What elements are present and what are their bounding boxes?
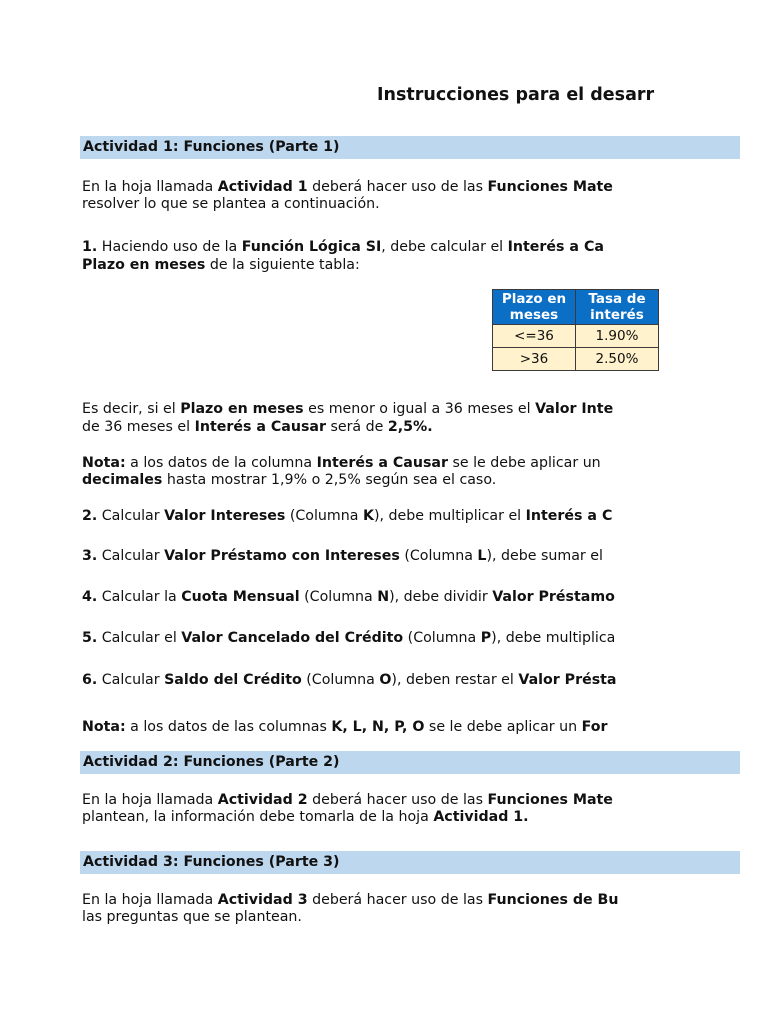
section-header-label: Actividad 2: Funciones (Parte 2) [83, 754, 340, 770]
table-row [493, 348, 659, 371]
item-1-line2: Plazo en meses de la siguiente tabla: [82, 257, 360, 273]
table-cell: <=36 [493, 325, 576, 348]
table-header-rate: Tasa de interés [576, 290, 659, 325]
table-header-term: Plazo en meses [493, 290, 576, 325]
explain-line1: Es decir, si el Plazo en meses es menor o igual a 36 meses el Valor Inte [82, 401, 614, 417]
page-title: Instrucciones para el desarr [377, 85, 655, 105]
item-5: 5. Calcular el Valor Cancelado del Crédito (Columna P), debe multiplica [82, 630, 616, 646]
section-header-activity-2 [80, 751, 740, 774]
note-2: Nota: a los datos de las columnas K, L, N, P, O se le debe aplicar un For [82, 719, 608, 735]
activity1-intro-line1: En la hoja llamada Actividad 1 deberá hacer uso de las Funciones Mate [82, 179, 613, 195]
interest-rate-table [492, 289, 659, 371]
note-1-line2: decimales hasta mostrar 1,9% o 2,5% según sea el caso. [82, 472, 497, 488]
explain-line2: de 36 meses el Interés a Causar será de 2,5%. [82, 419, 433, 435]
table-cell: 1.90% [576, 325, 659, 348]
note-1-line1: Nota: a los datos de la columna Interés a Causar se le debe aplicar un [82, 455, 601, 471]
item-1-line1: 1. Haciendo uso de la Función Lógica SI, debe calcular el Interés a Ca [82, 239, 604, 255]
table-row [493, 325, 659, 348]
item-6: 6. Calcular Saldo del Crédito (Columna O), deben restar el Valor Présta [82, 672, 617, 688]
table-cell: 2.50% [576, 348, 659, 371]
section-header-label: Actividad 3: Funciones (Parte 3) [83, 854, 340, 870]
activity3-line1: En la hoja llamada Actividad 3 deberá hacer uso de las Funciones de Bu [82, 892, 619, 908]
activity2-line2: plantean, la información debe tomarla de la hoja Actividad 1. [82, 809, 529, 825]
item-3: 3. Calcular Valor Préstamo con Intereses (Columna L), debe sumar el [82, 548, 603, 564]
item-4: 4. Calcular la Cuota Mensual (Columna N), debe dividir Valor Préstamo [82, 589, 615, 605]
table-cell: >36 [493, 348, 576, 371]
item-2: 2. Calcular Valor Intereses (Columna K), debe multiplicar el Interés a C [82, 508, 613, 524]
activity3-line2: las preguntas que se plantean. [82, 909, 302, 925]
section-header-activity-1 [80, 136, 740, 159]
activity2-line1: En la hoja llamada Actividad 2 deberá hacer uso de las Funciones Mate [82, 792, 613, 808]
section-header-label: Actividad 1: Funciones (Parte 1) [83, 139, 340, 155]
activity1-intro-line2: resolver lo que se plantea a continuación. [82, 196, 380, 212]
section-header-activity-3 [80, 851, 740, 874]
